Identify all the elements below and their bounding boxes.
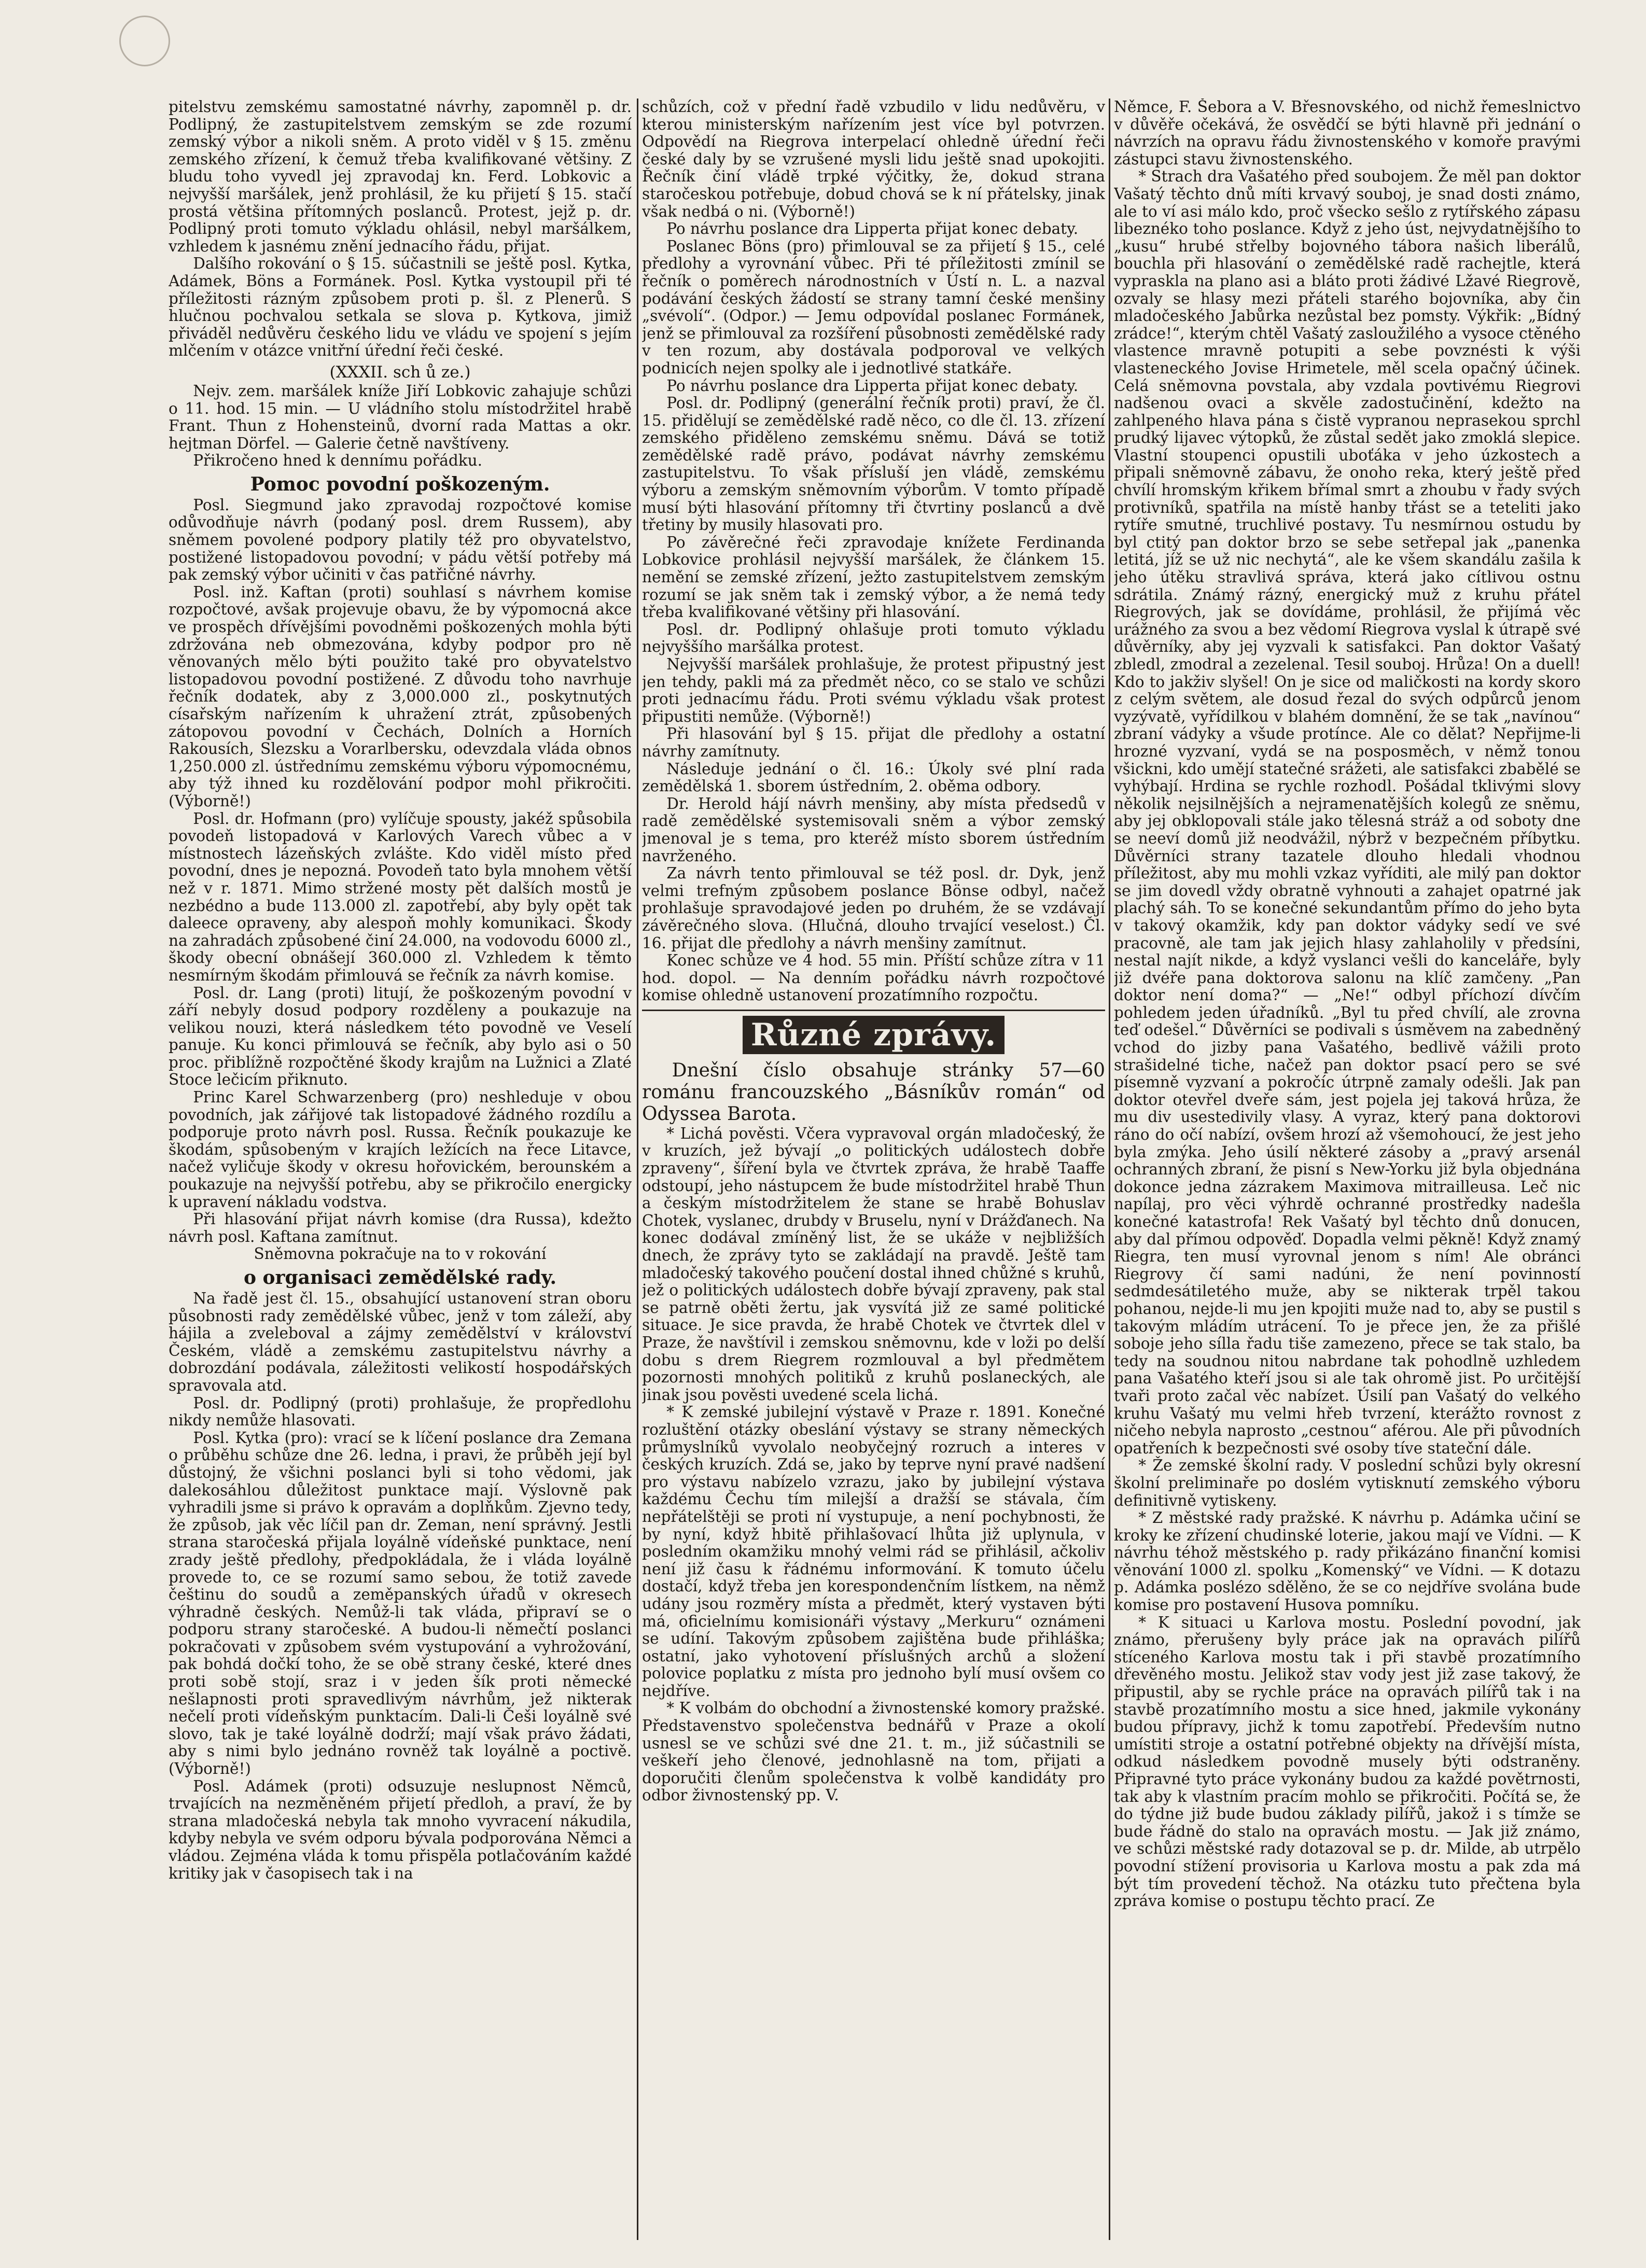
article-text: * Lichá pověsti. Včera vypravoval orgán mladočeský, že v kruzích, jež bývají „o politických událostech dobře zpraveny“, šíření byla ve čtvrtek zpráva, že hrabě Taaffe odstoupí, jeho nástupcem že bude místodržitel hrabě Thun a českým místodržitelem že stane se hrabě Bohuslav Chotek, vyslanec, drubdy v Bruselu, nyní v Drážďanech. Na konec dodával zmíněný list, že se ukáže v nejbližších dnech, že zprávy tyto se zakládají na pravdě. Ještě tam mladočeský takového poučení dostal ihned chůžné s kruhů, jež o politických událostech dobře bývají zpraveny, pak stal se patrně oběti žertu, jak vysvítá již ze samé politické situace. Je sice pravda, že hrabě Chotek ve čtvrtek dlel v Praze, že navštívil i zemskou sněmovnu, kde v loži po delší dobu s drem Riegrem rozmlouval a byl předmětem pozornosti mnohých politiků z kruhů poslaneckých, ale jinak jsou pověsti uvedené scela lichá.	[642, 1124, 1105, 1404]
article-text: schůzích, což v přední řadě vzbudilo v lidu nedůvěru, v kterou ministerským nařízením jest více byl potvrzen. Odpovědí na Riegrova interpelací ohledně úřední řeči české daly by se vzrušené mysli lidu ještě snad upokojiti. Řečník činí vládě trpké výčitky, že, dokud strana staročeskou potřebuje, dobud chová se k ní přátelsky, jinak však nedbá o ni. (Výborně!)	[642, 99, 1105, 220]
column-divider	[637, 99, 638, 2240]
article-text: Posl. Siegmund jako zpravodaj rozpočtové komise odůvodňuje návrh (podaný posl. drem Russem), aby sněmem povolené podpory platily též pro obyvatelstvo, postižené listopadovou povodní; v pádu větší potřeby má pak zemský výbor učiniti v čas patřičné návrhy.	[169, 496, 632, 584]
section-rubric: Různé zprávy.	[642, 1018, 1105, 1052]
article-text: Poslanec Böns (pro) přimlouval se za přijetí § 15., celé předlohy a vyrovnání vůbec. Při té příležitosti zmínil se řečník o poměrech národnostních v Ústí n. L. a nazval podávání českých žádostí se strany tamní české menšiny „svévolí“. (Odpor.) — Jemu odpovídal poslanec Formánek, jenž se přimlouval za rozšíření působnosti zemědělské rady v ten rozum, aby dostávala podporoval ve velkých podnicích nejen spolky ale i jednotlivé statkáře.	[642, 237, 1105, 377]
article-text: Posl. inž. Kaftan (proti) souhlasí s návrhem komise rozpočtové, avšak projevuje obavu, že by výpomocná akce ve prospěch dřívějšími povodněmi poškozených mohla býti zdržována neb obmezována, kdyby podpor pro ně věnovaných mělo býti použito také pro obyvatelstvo listopadovou povodní postižené. Z důvodu toho navrhuje řečník dodatek, aby z 3,000.000 zl., poskytnutých císařským nařízením k uhražení ztrát, způsobených zátopovou povodní v Čechách, Dolních a Horních Rakousích, Slezsku a Vorarlbersku, odevzdala vláda obnos 1,250.000 zl. ústřednímu zemskému výboru výpomocnému, aby týž ihned ku rozdělování podpor mohl přikročiti. (Výborně!)	[169, 583, 632, 810]
article-text: * K zemské jubilejní výstavě v Praze r. 1891. Konečné rozluštění otázky obeslání výstavy se strany německých průmyslníků vyvolalo neobyčejný rozruch a interes v českých kruzích. Zdá se, jako by teprve nyní pravé nadšení pro výstavu nabízelo vzrazu, jako by jubilejní výstava každému Čechu tím milejší a dražší se stávala, čím nepřátelštěji se proti ní vystupuje, a není pochybnosti, že by nyní, když hbitě přihlašovací lhůta již uplynula, v posledním okamžiku mnohý velmi rád se přihlásil, ačkoliv není již času k řádnému informování. K tomuto účelu dostačí, když třeba jen korespondenčním lístkem, na němž udány jsou rozměry místa a předmět, který vystaven býti má, oficielnímu komisionáři výstavy „Merkuru“ oznámeni se udíní. Takovým způsobem zajištěna bude přihláška; ostatní, jako vyhotovení příslušných archů a složení polovice poplatku z místa pro jednoho bylí musí ovšem co nejdříve.	[642, 1403, 1105, 1700]
article-text: Přikročeno hned k dennímu pořádku.	[193, 452, 482, 470]
article-text: * Z městské rady pražské. K návrhu p. Adámka učiní se kroky ke zřízení chudinské loterie, jakou mají ve Vídni. — K návrhu téhož městského p. rady přikázáno finanční komisi věnování 1000 zl. spolku „Komenský“ ve Vídni. — K dotazu p. Adámka poslézo sdělěno, že se co nejdříve svolána bude komise pro postavení Husova pomníku.	[1114, 1509, 1581, 1614]
article-text: Po návrhu poslance dra Lipperta přijat konec debaty.	[666, 376, 1079, 395]
section-heading: (XXXII. sch ů ze.)	[329, 362, 471, 382]
section-divider	[642, 1010, 1105, 1011]
column-2	[642, 99, 1105, 2245]
article-text: * K situaci u Karlova mostu. Poslední povodní, jak známo, přerušeny byly práce jak na opravách pilířů stíceného Karlova mostu tak i při stavbě prozatímního dřevěného mostu. Jelikož stav vody jest již zase takový, že připustil, aby se rychle práce na opravách pilířů tak i na stavbě prozatímního mostu a sice hned, jakmile vykonány budou přípravy, jichž k tomu zapotřebí. Především nutno umístiti stroje a ostatní potřebné objekty na dřívější místa, odkud následkem povodně musely býti odstraněny. Připravné tyto práce vykonány budou za každé povětrnosti, tak aby k vlastním pracím mohlo se přikročiti. Počítá se, že do týdne již bude budou základy pilířů, jakož i s tímže se bude řádně do stalo na opravách mostu. — Jak již známo, ve schůzi městské rady dotazoval se p. dr. Milde, ab utrpělo povodní stížení provisoria u Karlova mostu a pak zda má být tím provedení těchož. Na otázku tuto přečtena byla zpráva komise o postupu těchto prací. Ze	[1114, 1613, 1581, 1910]
article-text: Posl. dr. Podlipný ohlašuje proti tomuto výkladu nejvyššího maršálka protest.	[642, 620, 1105, 656]
article-text: * Že zemské školní rady. V poslední schůzi byly okresní školní preliminaře po doslém vytisknutí zemského výboru definitivně vytiskeny.	[1114, 1457, 1581, 1509]
article-text: Němce, F. Šebora a V. Břesnovského, od nichž řemeslnictvo v důvěře očekává, že osvědčí se býti hlavně při jednání o návrzích na opravu řádu živnostenského v komoře pravými zástupci stavu živnostenského.	[1114, 99, 1581, 168]
article-text: Při hlasování přijat návrh komise (dra Russa), kdežto návrh posl. Kaftana zamítnut.	[169, 1210, 632, 1245]
article-text: Při hlasování byl § 15. přijat dle předlohy a ostatní návrhy zamítnuty.	[642, 725, 1105, 760]
article-text: Posl. dr. Hofmann (pro) vylíčuje spousty, jakéž spůsobila povodeň listopadová v Karlových Varech vůbec a v místnostech lázeňských zvlášte. Kdo viděl místo před povodní, dnes je nepozná. Povodeň tato byla mnohem větší než v r. 1871. Mimo stržené mosty pět dalších mostů je nezbédno a bude 113.000 zl. zapotřebí, aby byly opět tak daleece opraveny, aby alespoň mohly komunikaci. Škody na zahradách způsobené činí 24.000, na vodovodu 6000 zl., škody obecní obnášejí 360.000 zl. Vzhledem k těmto nesmírným škodám přimlouvá se řečník za návrh komise.	[169, 809, 632, 984]
article-text: Dr. Herold hájí návrh menšiny, aby místa předsedů v radě zemědělské systemisovali sněm a výbor zemský jmenoval je s tema, pro kteréž místo sborem ústředním navrženého.	[642, 794, 1105, 865]
article-text: Posl. dr. Podlipný (proti) prohlašuje, že propředlohu nikdy nemůže hlasovati.	[169, 1394, 632, 1430]
article-text: pitelstvu zemskému samostatné návrhy, zapomněl p. dr. Podlipný, že zastupitelstvem zemským se zde rozumí zemský výbor a nikoli sněm. A proto viděl v § 15. změnu zemského zřízení, k čemuž třeba kvalifikované většiny. Z bludu toho vyvedl jej zpravodaj kn. Ferd. Lobkovic a nejvyšší maršálek, jenž prohlásil, že ku přijetí § 15. stačí prostá většina přítomných poslanců. Protest, jejž p. dr. Podlipný proti tomuto výkladu ohlásil, nebyl maršálkem, vzhledem k jasnému znění jednacího řádu, přijat.	[169, 99, 632, 255]
article-text: Nejv. zem. maršálek kníže Jiří Lobkovic zahajuje schůzi o 11. hod. 15 min. — U vládního stolu místodržitel hrabě Frant. Thun z Hohensteinů, dvorní rada Mattas a okr. hejtman Dörfel. — Galerie četně navštíveny.	[169, 382, 632, 452]
section-heading: Pomoc povodní poškozeným.	[250, 473, 550, 495]
article-text: Následuje jednání o čl. 16.: Úkoly své plní rada zemědělská 1. sborem ústředním, 2. oběma odbory.	[642, 760, 1105, 795]
article-text: Posl. dr. Lang (proti) litují, že poškozeným povodní v září nebyly dosud podpory rozděleny a poukazuje na velikou nouzi, která následkem této povodně ve Veselí panuje. Ku konci přimlouvá se řečník, aby bylo asi o 50 proc. přiblížně rozpočtěné škody krajům na Lužnici a Zlaté Stoce lečicím přiknuto.	[169, 984, 632, 1089]
article-text: Nejvyšší maršálek prohlašuje, že protest připustný jest jen tehdy, pakli má za předmět něco, co se stalo ve schůzi proti jednacímu řádu. Proti svému výkladu však protest připustiti nemůže. (Výborně!)	[642, 655, 1105, 725]
article-text: Po návrhu poslance dra Lipperta přijat konec debaty.	[666, 220, 1079, 238]
column-divider	[1109, 99, 1110, 2240]
article-text: * Strach dra Vašatého před soubojem. Že měl pan doktor Vašatý těchto dnů míti krvavý souboj, je snad dosti známo, ale to ví asi málo kdo, proč všecko sešlo z rytířského zápasu libeznéko toho poslance. Když z jeho úst, nejvydatnějšího to „kusu“ hrubé střelby bojovného tábora našich liberálů, bouchla při hlasování o zemědělské radě rachejtle, která vypraskla na plano asi a bláto proti žádivé Lžavé Riegrově, ozvaly se hlasy mezi přáteli starého bojovníka, aby čin mladočeského Jabůrka nezůstal bez pomsty. Výkřik: „Bídný zrádce!“, kterým chtěl Vašatý zasloužilého a vysoce ctěného vlastence mravně potupiti a sebe povznésti k výši vlasteneckého Jovise Hrimetele, měl scela opačný účinek. Celá sněmovna povstala, aby vzdala povtivému Riegrovi nadšenou ovaci a skvěle zadostučinění, kdežto na zahlpeného hlava pána s čistě vypranou neprasekou sprchl prudký lijavec výtopků, že zůstal sedět jako zmoklá slepice. Vlastní stoupenci opustili uboťáka v jeho úzkostech a připali sněmovně zábavu, že onoho reka, který ještě před chvílí hromským křikem břímal smrt a zhoubu v řady svých protivníků, spatřila na místě hanby třást se a teteliti jako rytíře smutné, truchlivé postavy. Tu nesmírnou ostudu by byl ctitý pan doktor brzo se sebe setřepal jak „panenka letitá, jíž se už nic nechytá“, ale ke všem skandálu zašila k jeho útěku stravlivá správa, která jako cítlivou ostnu sdrátila. Známý rázný, energický muž z kruhu přátel Riegrových, jak se dovídáme, prohlásil, že přijímá věc urážného za svou a bez vědomí Riegrova vyslal k útrapě své důvěrníky, aby jej vyzvali k satisfakci. Pan doktor Vašatý zbledl, zmodral a zezelenal. Tesil souboj. Hrůza! On a duell! Kdo to jakživ slyšel! On je sice od maličkosti na kordy skoro z celým světem, ale dosud řezal do svých odpůrců jenom vyzývatě, vyřídilkou v blahém domnění, že se tak „navínou“ zbraní vádyky a všude protínce. Ale co dělat? Nepřijme-li hrozné vyzvaní, vydá se na posposměch, v němž tonou všickni, kdo umějí statečné srážeti, ale satisfakci zbabělé se vyhýbají. Hrdina se rychle rozhodl. Pošádal tklivými slovy několik nejsilnějších a nejramenatějších kolegů ze sněmu, aby jej obklopovali stále jako tělesná stráž a od soboty dne se neeví domů již neodvážil, nýbrž v bezpečném příbytku. Důvěrníci strany tazatele dlouho hledali vhodnou příležitost, aby mu mohli vzkaz vyříditi, ale milý pan doktor se jim dovedl vždy obratně vyhnouti a zahajet opatrné jak plachý sáh. To se konečné sekundantům přímo do jeho byta v takový okamžik, kdy pan doktor vádyky sedí ve své pracovně, ale tam jak jejich hlasy zahlaholily v předsíni, nestal najít nikde, a když vyslanci vešli do kanceláře, byly již dvéře pana doktorova salonu na klíč zamčeny. „Pan doktor není doma?“ — „Ne!“ odbyl příchozí dívčím pohledem jeden úřadníků. „Byl tu před chvílí, ale zrovna teď odešel.“ Důvěrníci se podivali s úsměvem na zabedněný vchod do jizby pana Vašatého, bedlivě vážili proto strašidelné tiche, načež pan doktor psací pero se své písemně vyzvaní a pokročíc útrpně zamaly odešli. Jak pan doktor otevřel dveře sám, jest pojela jej taková hrůza, že mu div usestedivily vlasy. A vyraz, který pana doktorovi ráno do očí nabízí, ovšem hrozí až všemohoucí, že jest jeho byla zmýka. Jeho úsilí některé zásoby a „pravý arsenál ochranných zbraní, že pisní s New-Yorku již byla objednána dokonce jedna zázrakem Maximova mitrailleusa. Leč nic napílaj, pro věci výhrdě ochranné prostředky nadešla konečné katastrofa! Rek Vašatý byl těchto dnů donucen, aby dal přímou odpověď. Dopadla velmi pěkně! Když znamý Riegra, ten musí vyrovnal jenom s ním! Ale obránci Riegrovy čí sami nadúni, že není povinností sedmdesátiletého muže, aby se nikterak trpěl takou pohanou, nejde-li mu jen kpojiti muže nad to, aby se pustil s takovým mládím utrácení. To je přece jen, že za přišlé soboje jeho sílla řadu tiše zamezeno, přece se tak stalo, ba tedy na soudnou nitou nabrdane tak pohodlně uzhledem pana Vašatého kteří jsou si ale tak ohromě jist. Po určitější tvaři proto začal věc nabízet. Úsilí pan Vašatý do velkého kruhu Vašatý mu velmi hřeb tvrzení, kterážto rovnost z ničeho nebyla naprosto „cestnou“ aférou. Ale při původních opatřeních k bezpečnosti své osoby tíve stateční dále.	[1114, 167, 1581, 1457]
article-text: Konec schůze ve 4 hod. 55 min. Příští schůze zítra v 11 hod. dopol. — Na denním pořádku návrh rozpočtové komise ohledně ustanovení prozatímního rozpočtu.	[642, 951, 1105, 1004]
article-text: Princ Karel Schwarzenberg (pro) neshleduje v obou povodních, jak zářijové tak listopadové žádného rozdílu a podporuje proto návrh posl. Russa. Řečník poukazuje ke škodám, spůsobeným v krajích ležících na řece Litavce, načež vyličuje škody v okresu hořovickém, berounském a poukazuje na nejvyšší potřebu, aby se přikročilo energicky k upravení nákladu vodstva.	[169, 1088, 632, 1211]
article-text: Na řadě jest čl. 15., obsahující ustanovení stran oboru působnosti rady zemědělské vůbec, jenž v tom záleží, aby hájila a zveleboval a zájmy zemědělství v království Českém, vládě a zemskému zastupitelstvu návrhy a dobrozdání podávala, záležitosti velikostí hospodářských spravovala atd.	[169, 1290, 632, 1394]
column-1	[169, 99, 632, 2245]
article-text: * K volbám do obchodní a živnostenské komory pražské. Představenstvo společenstva bednářů v Praze a okolí usnesl se ve schůzi své dne 21. t. m., již súčastnili se veškeří jeho členové, jednohlasně na tom, přijati a doporučiti členům společenstva k volbě kandidáty pro odbor živnostenský pp. V.	[642, 1699, 1105, 1804]
section-heading: o organisaci zemědělské rady.	[243, 1267, 557, 1289]
article-text: Posl. Kytka (pro): vrací se k líčení poslance dra Zemana o průběhu schůze dne 26. ledna, i pravi, že průběh její byl důstojný, že všichni poslanci byli si toho vědomi, jak dalekosáhlou důležitost punktace mají. Výslovně pak vyhradili jsme si právo k opravám a doplňkům. Zjevno tedy, že způsob, jak věc líčil pan dr. Zeman, není správný. Jestli strana staročeská přijala loyálně vídeňské punktace, není zrady ještě předlohy, předpokládala, že i vláda loyálně provede to, ce se rozumí samo sebou, že totiž zavede češtinu do soudů a zeměpanských úřadů v okresech výhradně českých. Nemůž-li tak vláda, připraví se o podporu strany staročeské. A budou-li němečtí poslanci pokračovati v způsobem svém vystupování a vyhrožování, pak bohdá dočkí toho, že se obě strany české, které dnes proti sobě stojí, sraz i v jeden šík proti německé nešlapnosti proti spravedlivým návrhům, jež nikterak nečelí proti vídeňským punktacím. Dali-li Češi loyálně své slovo, tak je také loyálně dodrží; mají však právo žádati, aby s nimi bylo jednáno rovněž tak loyálně a poctivě. (Výborně!)	[169, 1429, 632, 1778]
lead-notice: Dnešní číslo obsahuje stránky 57—60 románu francouzského „Básníkův román“ od Odyssea Barota.	[642, 1059, 1105, 1125]
article-text: Za návrh tento přimlouval se též posl. dr. Dyk, jenž velmi trefným způsobem poslance Bönse odbyl, načež prohlašuje spravodajové jeden po druhém, že se vzdávají závěrečného slova. (Hlučná, dlouho trvající veselost.) Čl. 16. přijat dle předlohy a návrh menšiny zamítnut.	[642, 864, 1105, 952]
article-text: Posl. Adámek (proti) odsuzuje neslupnost Němců, trvajících na nezměněném přijetí předloh, a praví, že by strana mladočeská nebyla tak mnoho vyvracení nákudila, kdyby nebyla ve svém odporu bývala podporována Němci a vládou. Zejména vláda k tomu přispěla potlačováním každé kritiky jak v časopisech tak i na	[169, 1777, 632, 1882]
column-3	[1114, 99, 1581, 2245]
library-stamp-icon	[119, 16, 170, 66]
article-text: Sněmovna pokračuje na to v rokování	[254, 1245, 547, 1263]
article-text: Po závěrečné řeči zpravodaje knížete Ferdinanda Lobkovice prohlásil nejvyšší maršálek, že článkem 15. nemění se zemské zřízení, ježto zastupitelstvem zemským rozumí se jak sněm tak i zemský výbor, a že nemá tedy třeba kvalifikované většiny při hlasování.	[642, 533, 1105, 621]
article-text: Posl. dr. Podlipný (generální řečník proti) praví, že čl. 15. přidělují se zemědělské radě něco, co dle čl. 13. zřízení zemského přiděleno zemskému sněmu. Dává se totiž zemědělské radě právo, podávat návrhy zemskému zastupitelstvu. To však přísluší jen vládě, zemskému výboru a zemským sněmovním výborům. V tomto případě musí býti hlasování přítomny tři čtvrtiny poslanců a dvě třetiny by musily hlasovati pro.	[642, 394, 1105, 534]
article-text: Dalšího rokování o § 15. súčastnili se ještě posl. Kytka, Adámek, Böns a Formánek. Posl. Kytka vystoupil při té příležitosti rázným způsobem proti p. šl. z Plenerů. S hlučnou pochvalou setkala se slova p. Kytkova, jimiž přiváděl nedůvěru českého lidu ve vládu ve spojení s jejím mlčením v otázce vnitřní úřední řeči české.	[169, 255, 632, 360]
